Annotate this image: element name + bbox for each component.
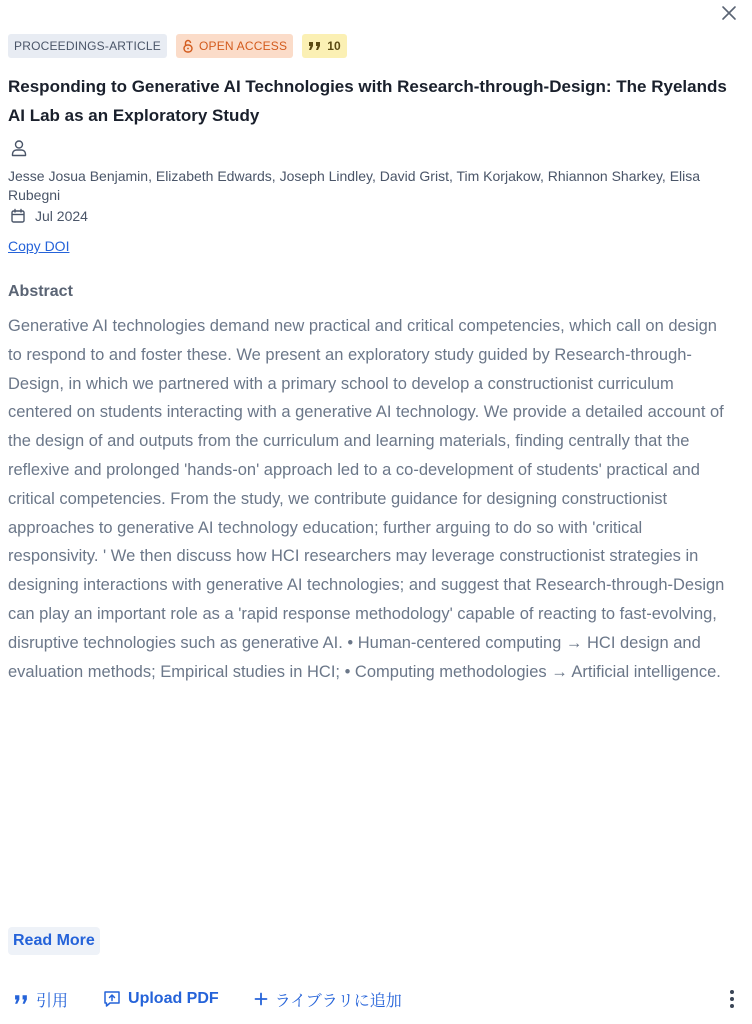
abstract-heading: Abstract (8, 283, 73, 300)
abstract-text: Generative AI technologies demand new practical and critical competencies, which call on design to respond to and foster these. We present an exploratory study guided by Research-through-Design, in which we partnered with a primary school to develop a constructionist curriculum centered on students interacting with a generative AI technology. We provide a detailed account of the design of and outputs from the curriculum and learning materials, finding centrally that the reflexive and prolonged 'hands-on' approach led to a co-development of students' practical and critical competencies. From the study, we contribute guidance for designing constructionist approaches to generative AI technology education; further arguing to do so with 'critical responsivity. ' We then discuss how HCI researchers may leverage constructionist strategies in designing interactions with generative AI technologies; and suggest that Research-through-Design can play an important role as a 'rapid response methodology' capable of reacting to fast-evolving, disruptive technologies such as generative AI. • Human-centered computing → HCI design and evaluation methods; Empirical studies in HCI; • Computing methodologies → Artificial intelligence. (8, 317, 725, 681)
plus-icon (254, 992, 268, 1006)
upload-pdf-label: Upload PDF (128, 990, 219, 1007)
publication-type-label: PROCEEDINGS-ARTICLE (14, 39, 161, 53)
publication-date-row (10, 208, 88, 224)
more-vertical-icon (730, 990, 734, 994)
add-to-library-label: ライブラリに追加 (274, 992, 402, 1010)
person-icon (10, 139, 28, 157)
paper-title: Responding to Generative AI Technologies with Research-through-Design: The Ryelands AI Lab as an Exploratory Study (8, 77, 727, 125)
open-access-label: OPEN ACCESS (198, 39, 288, 53)
close-button[interactable] (718, 2, 740, 24)
cite-button[interactable] (14, 988, 68, 1011)
add-to-library-button[interactable] (254, 988, 402, 1011)
open-access-badge (176, 34, 293, 58)
cite-label: 引用 (36, 992, 69, 1010)
quote-icon (14, 994, 29, 1005)
badge-row (8, 34, 347, 58)
publication-date: Jul 2024 (35, 208, 88, 224)
more-options-button[interactable] (726, 988, 738, 1010)
copy-doi-link[interactable]: Copy DOI (8, 238, 70, 254)
read-more-button[interactable]: Read More (8, 927, 100, 955)
message-upload-icon (103, 990, 121, 1008)
lock-open-icon (182, 39, 194, 53)
action-bar (14, 986, 738, 1012)
publication-type-badge (8, 34, 167, 58)
author-list: Jesse Josua Benjamin, Elizabeth Edwards, Joseph Lindley, David Grist, Tim Korjakow, Rhiannon Sharkey, Elisa Rubegni (8, 168, 701, 203)
citation-count-badge (302, 34, 347, 58)
quote-icon (308, 41, 322, 51)
upload-pdf-button[interactable] (103, 990, 219, 1008)
close-icon (721, 5, 737, 21)
calendar-icon (10, 208, 26, 224)
citation-count: 10 (327, 39, 341, 53)
